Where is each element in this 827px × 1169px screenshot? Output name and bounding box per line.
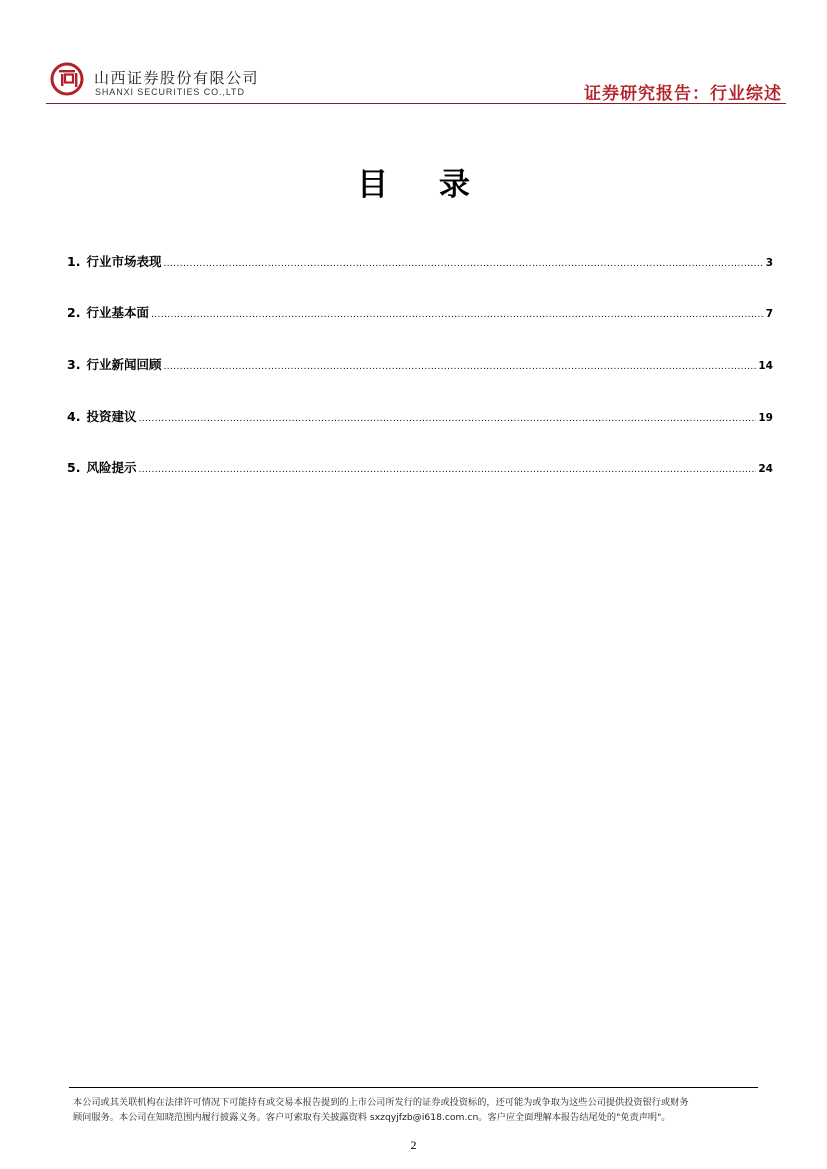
disclaimer bbox=[73, 1095, 773, 1125]
page-number: 2 bbox=[410, 1138, 417, 1152]
toc-entry-number: 1. bbox=[67, 254, 81, 269]
company-name-cn: 山西证券股份有限公司 bbox=[94, 69, 260, 87]
toc-entry-number: 3. bbox=[67, 357, 81, 372]
toc-entry-page[interactable]: 7 bbox=[765, 308, 773, 320]
header-divider bbox=[46, 103, 786, 104]
company-logo-icon bbox=[50, 62, 84, 96]
toc-entry[interactable] bbox=[67, 303, 773, 323]
toc-dot-leader bbox=[163, 362, 756, 372]
toc-dot-leader bbox=[163, 259, 763, 269]
toc-dot-leader bbox=[138, 465, 756, 475]
toc-entry[interactable] bbox=[67, 355, 773, 375]
toc-entry-text[interactable]: 风险提示 bbox=[86, 460, 137, 475]
toc-entry[interactable] bbox=[67, 252, 773, 272]
toc-entry-text[interactable]: 投资建议 bbox=[86, 409, 137, 424]
report-type-label: 证券研究报告：行业综述 bbox=[584, 84, 782, 104]
page-header bbox=[46, 60, 786, 104]
toc-entry-text[interactable]: 行业新闻回顾 bbox=[86, 357, 162, 372]
toc-entry-number: 4. bbox=[67, 409, 81, 424]
toc-dot-leader bbox=[138, 414, 756, 424]
disclaimer-line: 顾问服务。本公司在知晓范围内履行披露义务。客户可索取有关披露资料 sxzqyjfzb@i618.com.cn。客户应全面理解本报告结尾处的"免责声明"。 bbox=[73, 1112, 671, 1123]
toc-entry-number: 2. bbox=[67, 305, 81, 320]
toc-entry[interactable] bbox=[67, 407, 773, 427]
toc-entry[interactable] bbox=[67, 458, 773, 478]
toc-entry-page[interactable]: 3 bbox=[765, 257, 773, 269]
toc-title: 目 录 bbox=[357, 167, 490, 203]
disclaimer-line: 本公司或其关联机构在法律许可情况下可能持有或交易本报告提到的上市公司所发行的证券或投资标的，还可能为或争取为这些公司提供投资银行或财务 bbox=[73, 1097, 689, 1108]
toc-entry-text[interactable]: 行业市场表现 bbox=[86, 254, 162, 269]
toc-entry-text[interactable]: 行业基本面 bbox=[86, 305, 149, 320]
footer-divider bbox=[69, 1087, 758, 1088]
toc-dot-leader bbox=[151, 310, 764, 320]
toc-entry-page[interactable]: 19 bbox=[758, 412, 773, 424]
toc-entry-page[interactable]: 24 bbox=[758, 463, 773, 475]
toc-entry-number: 5. bbox=[67, 460, 81, 475]
toc-entry-page[interactable]: 14 bbox=[758, 360, 773, 372]
company-name-en: SHANXI SECURITIES CO.,LTD bbox=[95, 87, 245, 97]
